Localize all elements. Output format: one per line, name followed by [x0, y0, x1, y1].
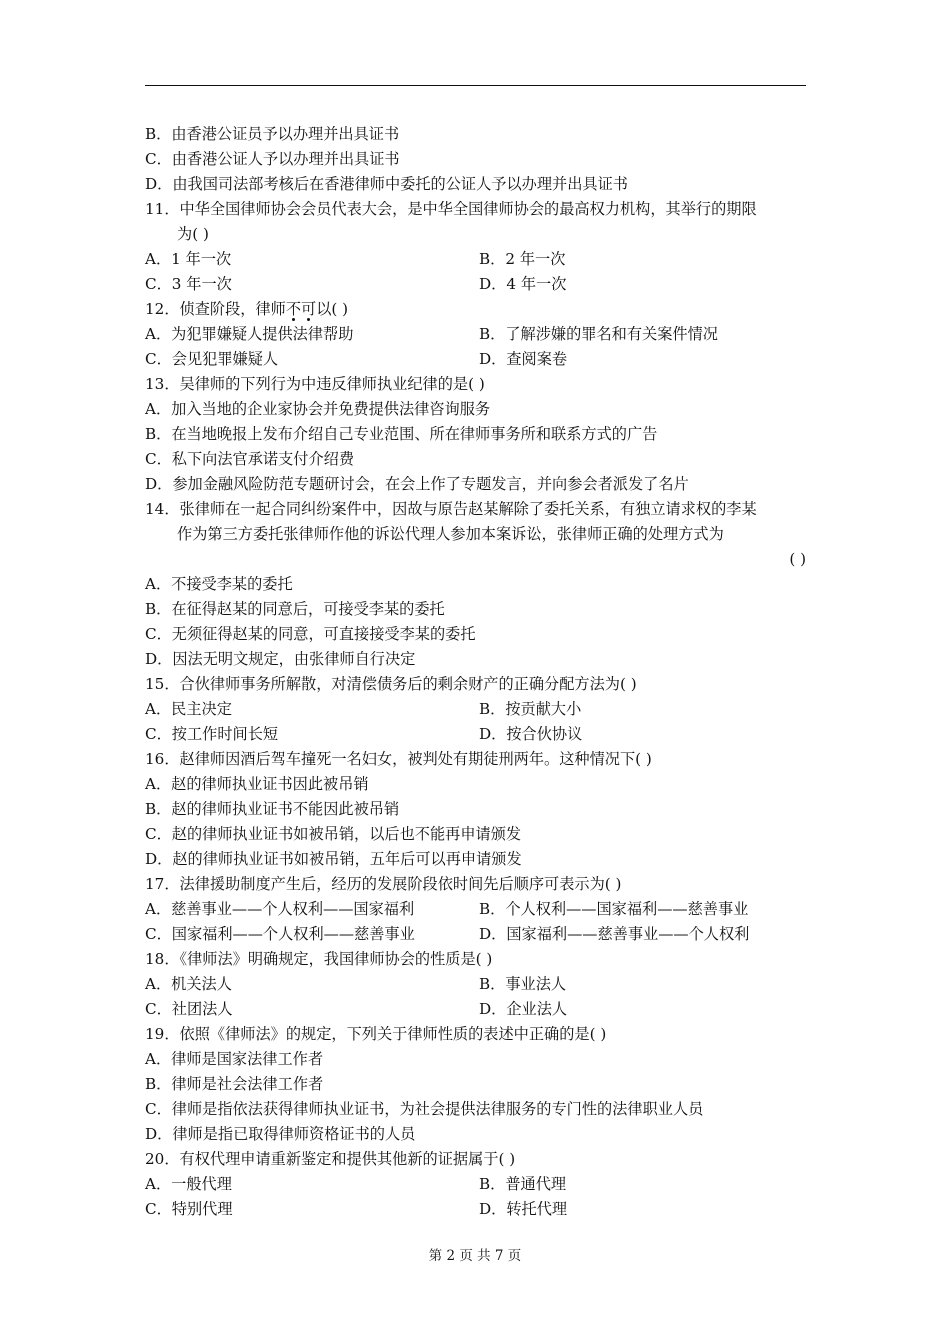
- option-right: D．企业法人: [479, 1000, 568, 1018]
- text-line: D．参加金融风险防范专题研讨会，在会上作了专题发言，并向参会者派发了名片: [145, 475, 689, 493]
- option-row: [145, 722, 806, 747]
- option-right: B．事业法人: [479, 975, 567, 993]
- text-line: 16．赵律师因酒后驾车撞死一名妇女，被判处有期徒刑两年。这种情况下( ): [145, 750, 652, 768]
- option-left: C．会见犯罪嫌疑人: [145, 350, 279, 368]
- text-line: D．赵的律师执业证书如被吊销，五年后可以再申请颁发: [145, 850, 522, 868]
- question-line: [145, 297, 806, 322]
- text-line: 15．合伙律师事务所解散，对清偿债务后的剩余财产的正确分配方法为( ): [145, 675, 637, 693]
- question-text: 12．侦查阶段，律师: [145, 300, 286, 318]
- option-right: D．转托代理: [479, 1200, 568, 1218]
- text-line: A．不接受李某的委托: [145, 575, 293, 593]
- option-left: A．民主决定: [145, 700, 232, 718]
- text-line: C．律师是指依法获得律师执业证书，为社会提供法律服务的专门性的法律职业人员: [145, 1100, 704, 1118]
- text-line: 17．法律援助制度产生后，经历的发展阶段依时间先后顺序可表示为( ): [145, 875, 622, 893]
- emphasis-char: 不: [285, 300, 302, 318]
- option-left: A．为犯罪嫌疑人提供法律帮助: [145, 325, 354, 343]
- option-row: [145, 1197, 806, 1222]
- option-right: B．了解涉嫌的罪名和有关案件情况: [479, 325, 718, 343]
- option-row: [145, 897, 806, 922]
- option-right: D．国家福利——慈善事业——个人权利: [479, 925, 750, 943]
- option-row: [145, 322, 806, 347]
- option-left: A．慈善事业——个人权利——国家福利: [145, 900, 415, 918]
- text-line: B．由香港公证员予以办理并出具证书: [145, 125, 400, 143]
- text-line: B．在征得赵某的同意后，可接受李某的委托: [145, 600, 445, 618]
- text-line: 13．吴律师的下列行为中违反律师执业纪律的是( ): [145, 375, 485, 393]
- exam-content: [145, 122, 806, 1222]
- text-line: 14．张律师在一起合同纠纷案件中，因故与原告赵某解除了委托关系，有独立请求权的李某: [145, 500, 757, 518]
- option-left: C．特别代理: [145, 1200, 233, 1218]
- text-line: C．由香港公证人予以办理并出具证书: [145, 150, 400, 168]
- emphasis-char: 可: [301, 300, 317, 318]
- text-line: C．无须征得赵某的同意，可直接接受李某的委托: [145, 625, 476, 643]
- text-line: A．赵的律师执业证书因此被吊销: [145, 775, 369, 793]
- option-right: D．4 年一次: [479, 275, 567, 293]
- option-row: [145, 1172, 806, 1197]
- text-line: B．赵的律师执业证书不能因此被吊销: [145, 800, 400, 818]
- option-left: A．机关法人: [145, 975, 232, 993]
- text-line: 为( ): [177, 225, 209, 243]
- text-line: D．由我国司法部考核后在香港律师中委托的公证人予以办理并出具证书: [145, 175, 628, 193]
- option-left: C．3 年一次: [145, 275, 232, 293]
- option-row: [145, 972, 806, 997]
- header-rule: [145, 85, 806, 86]
- option-row: [145, 697, 806, 722]
- option-row: [145, 272, 806, 297]
- option-left: A．一般代理: [145, 1175, 232, 1193]
- option-right: B．按贡献大小: [479, 700, 582, 718]
- option-right: B．个人权利——国家福利——慈善事业: [479, 900, 749, 918]
- question-text: 以( ): [316, 300, 349, 318]
- text-line: 11．中华全国律师协会会员代表大会，是中华全国律师协会的最高权力机构，其举行的期限: [145, 200, 757, 218]
- text-line: 作为第三方委托张律师作他的诉讼代理人参加本案诉讼，张律师正确的处理方式为: [177, 525, 724, 543]
- option-left: C．按工作时间长短: [145, 725, 279, 743]
- option-row: [145, 347, 806, 372]
- text-line: ( ): [789, 550, 806, 568]
- option-right: D．按合伙协议: [479, 725, 583, 743]
- option-right: B．2 年一次: [479, 250, 566, 268]
- option-right: B．普通代理: [479, 1175, 567, 1193]
- text-line: B．律师是社会法律工作者: [145, 1075, 324, 1093]
- option-right: D．查阅案卷: [479, 350, 568, 368]
- text-line: B．在当地晚报上发布介绍自己专业范围、所在律师事务所和联系方式的广告: [145, 425, 658, 443]
- text-line: A．加入当地的企业家协会并免费提供法律咨询服务: [145, 400, 491, 418]
- text-line: 20．有权代理申请重新鉴定和提供其他新的证据属于( ): [145, 1150, 516, 1168]
- option-row: [145, 997, 806, 1022]
- option-row: [145, 922, 806, 947]
- option-left: C．社团法人: [145, 1000, 233, 1018]
- text-line: 19．依照《律师法》的规定，下列关于律师性质的表述中正确的是( ): [145, 1025, 607, 1043]
- text-line: C．赵的律师执业证书如被吊销，以后也不能再申请颁发: [145, 825, 522, 843]
- text-line: C．私下向法官承诺支付介绍费: [145, 450, 355, 468]
- text-line: 18．《律师法》明确规定，我国律师协会的性质是( ): [145, 950, 493, 968]
- option-left: C．国家福利——个人权利——慈善事业: [145, 925, 415, 943]
- text-line: D．律师是指已取得律师资格证书的人员: [145, 1125, 416, 1143]
- text-line: D．因法无明文规定，由张律师自行决定: [145, 650, 416, 668]
- option-row: [145, 247, 806, 272]
- page-footer: 第 2 页 共 7 页: [428, 1248, 522, 1264]
- text-line: A．律师是国家法律工作者: [145, 1050, 324, 1068]
- option-left: A．1 年一次: [145, 250, 232, 268]
